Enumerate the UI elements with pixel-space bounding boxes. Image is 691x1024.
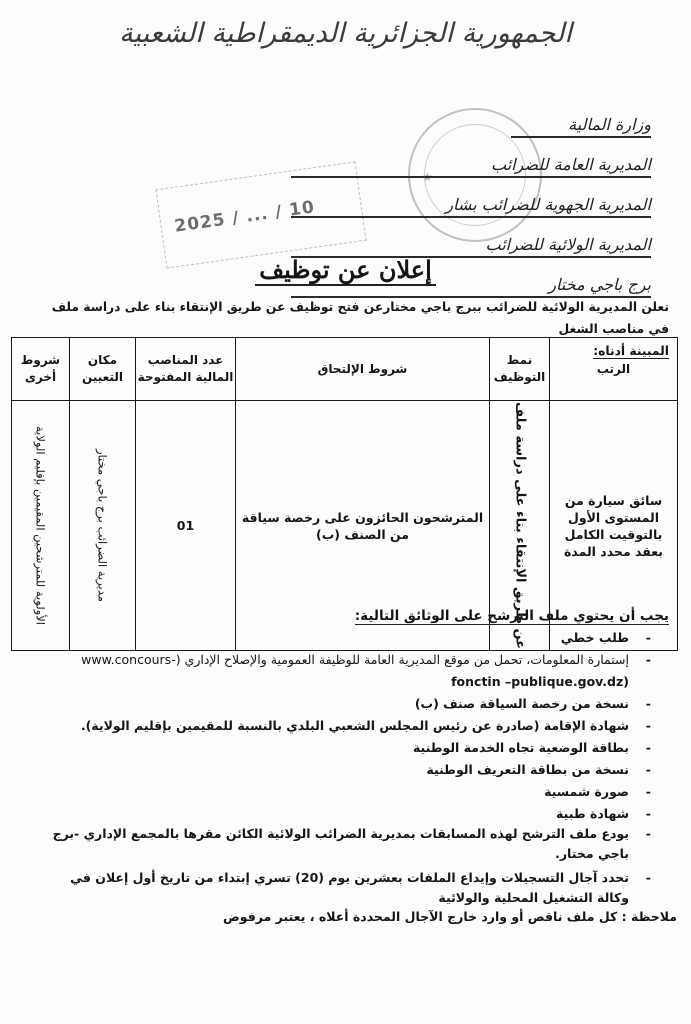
header-location: مكان التعيين (70, 338, 136, 401)
list-item-continuation (51, 671, 651, 693)
ministry-line: وزارة المالية (511, 100, 651, 138)
regional-directorate-line: المديرية الجهوية للضرائب بشار (291, 180, 651, 218)
cell-conditions: المترشحون الحائزون على رخصة سياقة من الصنف (ب) (236, 401, 490, 651)
general-directorate-line: المديرية العامة للضرائب (291, 140, 651, 178)
header-other-conditions: شروط أخرى (12, 338, 70, 401)
cell-other-conditions (12, 401, 70, 651)
header-grade: الرتب (550, 338, 678, 401)
list-item: - يودع ملف الترشح لهذه المسابقات بمديرية الضرائب الولائية الكائن مقرها بالمجمع الإداري -برج باجي مختار. (51, 824, 651, 864)
header-positions: عدد المناصب المالية المفتوحة (136, 338, 236, 401)
place-line: برج باجي مختار (291, 260, 651, 298)
header-conditions: شروط الإلتحاق (236, 338, 490, 401)
wilaya-directorate-line: المديرية الولائية للضرائب (291, 220, 651, 258)
list-item: - تحدد آجال التسجيلات وإيداع الملفات بعشرين يوم (20) تسري إبتداء من تاريخ أول إعلان في وكالة التشغيل المحلية والولائية (51, 868, 651, 908)
location-text: مديرية الضرائب برج باجي مختار (95, 449, 110, 602)
intro-line-2: المبينة أدناه: (593, 344, 669, 358)
list-item: - نسخة من بطاقة التعريف الوطنية (51, 759, 651, 781)
list-item: - نسخة من رخصة السياقة صنف (ب) (51, 693, 651, 715)
list-item: - إستمارة المعلومات، تحمل من موقع المديرية العامة للوظيفة العمومية والإصلاح الإداري (-www.concours (51, 649, 651, 671)
positions-table (11, 337, 678, 651)
cell-grade: سائق سيارة من المستوى الأول بالتوقيت الكامل بعقد محدد المدة (550, 401, 678, 651)
page-title-text: إعلان عن توظيف (255, 255, 436, 286)
seal-star-icon: ★ (422, 170, 433, 184)
list-item: - شهادة طبية (51, 803, 651, 825)
cell-location (70, 401, 136, 651)
intro-line-1: تعلن المديرية الولائية للضرائب ببرج باجي مختارعن فتح توظيف عن طريق الإنتقاء بناء على دراسة ملف في مناصب الشغل (51, 300, 669, 336)
list-item: - صورة شمسية (51, 781, 651, 803)
documents-heading: يجب أن يحتوي ملف الترشح على الوثائق التالية: (354, 608, 669, 624)
website-url: fonctin –publique.gov.dz) (451, 674, 629, 689)
cell-positions: 01 (136, 401, 236, 651)
list-item: - طلب خطي (51, 627, 651, 649)
recruitment-mode-text: عن طريق الإنتقاء بناء على دراسة ملف (512, 402, 528, 650)
instructions-list (51, 824, 651, 912)
stamp-date: 2025 / ... / 10 (173, 197, 317, 237)
other-conditions-text: الأولوية للمترشحين المقيمين بإقليم الولاية (33, 426, 48, 626)
page-title (0, 255, 691, 284)
remark-note: ملاحظة : كل ملف ناقص أو وارد خارج الآجال المحددة أعلاه ، يعتبر مرفوض (222, 909, 677, 924)
table-header-row (12, 338, 678, 401)
header-recruitment-mode: نمط التوظيف (490, 338, 550, 401)
documents-list (51, 627, 651, 825)
list-item: - شهادة الإقامة (صادرة عن رئيس المجلس الشعبي البلدي بالنسبة للمقيمين بإقليم الولاية). (51, 715, 651, 737)
republic-header: الجمهورية الجزائرية الديمقراطية الشعبية (119, 18, 572, 49)
list-item: - بطاقة الوضعية تجاه الخدمة الوطنية (51, 737, 651, 759)
